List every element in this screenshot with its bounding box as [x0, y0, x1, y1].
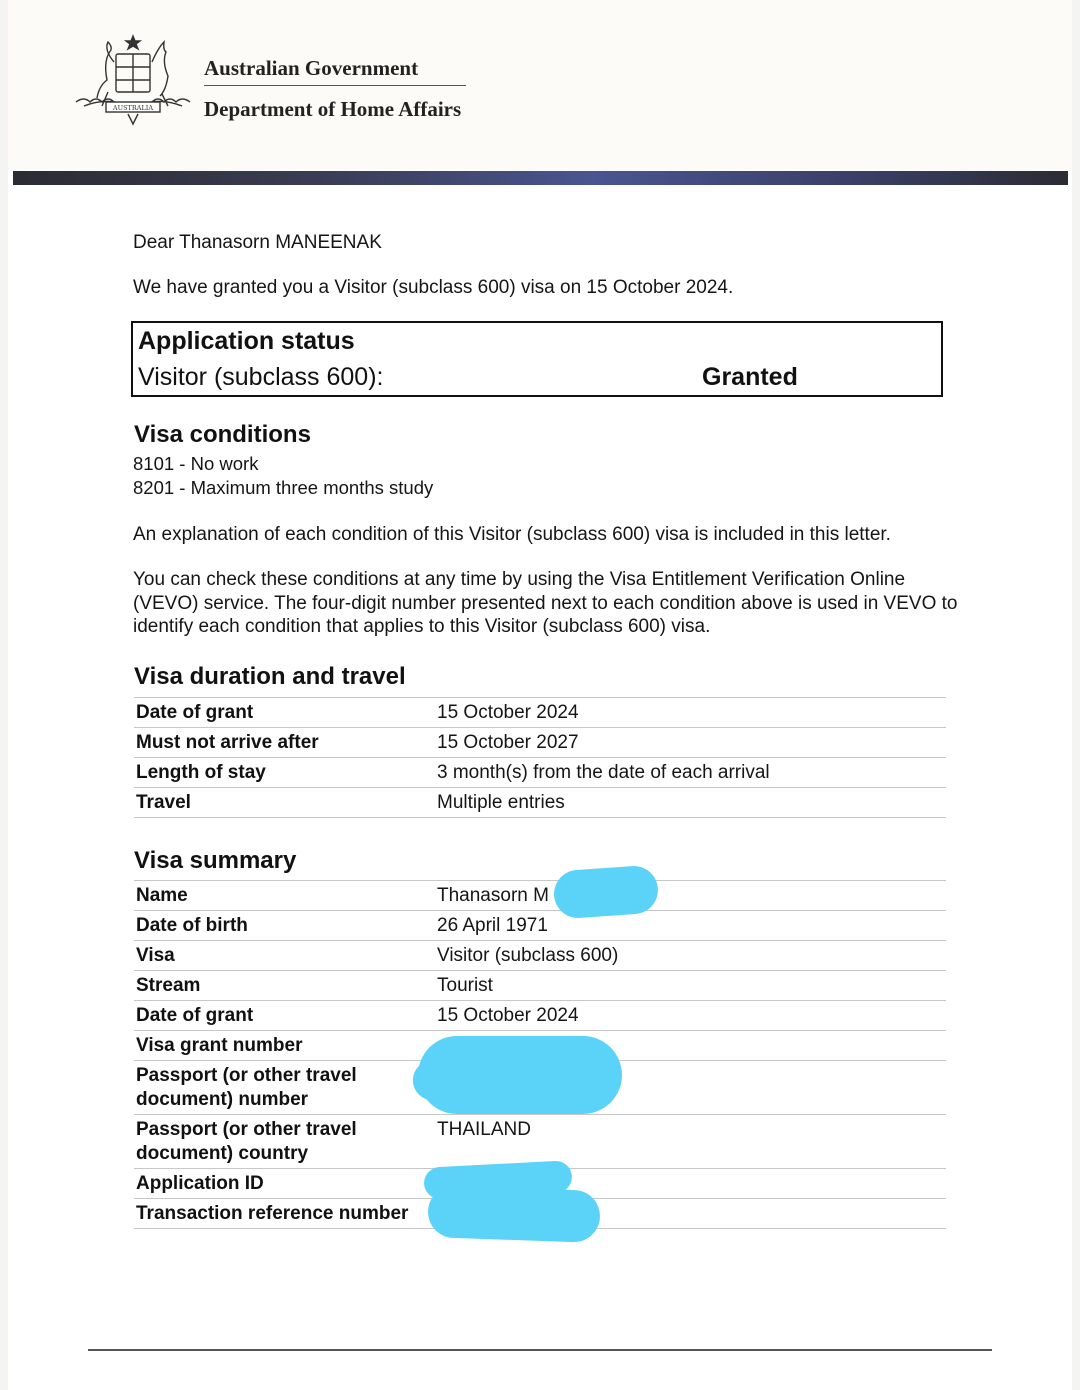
conditions-explanation: An explanation of each condition of this Visitor (subclass 600) visa is included in this letter. — [133, 524, 891, 545]
visa-grant-letter — [8, 0, 1072, 1390]
footer-divider — [88, 1349, 992, 1351]
table-row — [134, 880, 946, 910]
row-label: Travel — [136, 792, 191, 813]
department-name: Department of Home Affairs — [204, 97, 462, 121]
condition-item: 8201 - Maximum three months study — [133, 477, 434, 498]
row-label: Passport (or other travel document) country — [136, 1119, 357, 1164]
row-value: Thanasorn M — [437, 885, 549, 906]
table-row — [134, 970, 946, 1000]
table-row — [134, 727, 946, 757]
table-row — [134, 787, 946, 818]
table-row — [134, 1000, 946, 1030]
letterhead-divider — [204, 85, 466, 86]
row-value: Visitor (subclass 600) — [437, 945, 619, 966]
row-label: Date of grant — [136, 702, 254, 723]
row-value: 15 October 2024 — [437, 702, 579, 723]
visa-summary-heading: Visa summary — [134, 847, 297, 874]
row-label: Passport (or other travel document) number — [136, 1065, 357, 1110]
row-value: 15 October 2027 — [437, 732, 579, 753]
table-row — [134, 697, 946, 727]
row-label: Date of birth — [136, 915, 248, 936]
table-row — [134, 757, 946, 787]
row-label: Transaction reference number — [136, 1203, 409, 1224]
row-value: THAILAND — [437, 1119, 531, 1140]
row-label: Visa — [136, 945, 175, 966]
row-value: 26 April 1971 — [437, 915, 548, 936]
table-row — [134, 910, 946, 940]
row-label: Name — [136, 885, 188, 906]
status-title: Application status — [138, 327, 355, 355]
grant-intro: We have granted you a Visitor (subclass 600) visa on 15 October 2024. — [133, 277, 734, 298]
application-status-box — [131, 321, 943, 397]
greeting: Dear Thanasorn MANEENAK — [133, 232, 382, 253]
status-value: Granted — [702, 363, 798, 391]
row-label: Application ID — [136, 1173, 264, 1194]
row-label: Length of stay — [136, 762, 266, 783]
header-banner — [13, 171, 1068, 185]
vevo-paragraph: You can check these conditions at any time by using the Visa Entitlement Verification Online (VEVO) service. The four-digit number presented next to each condition above is used in VEVO to identify each condition that applies to this Visitor (subclass 600) visa. — [133, 569, 958, 637]
letterhead — [8, 0, 1072, 170]
redaction-mark — [427, 1185, 601, 1243]
row-label: Visa grant number — [136, 1035, 303, 1056]
duration-travel-table — [134, 697, 946, 818]
table-row — [134, 1114, 946, 1168]
row-label: Date of grant — [136, 1005, 254, 1026]
condition-item: 8101 - No work — [133, 453, 259, 474]
row-value: 15 October 2024 — [437, 1005, 579, 1026]
coat-of-arms-icon — [70, 32, 196, 128]
redaction-mark — [552, 864, 659, 919]
duration-travel-heading: Visa duration and travel — [134, 663, 406, 690]
row-value: Multiple entries — [437, 792, 565, 813]
row-label: Stream — [136, 975, 201, 996]
row-value: 3 month(s) from the date of each arrival — [437, 762, 770, 783]
row-value: Tourist — [437, 975, 493, 996]
table-row — [134, 940, 946, 970]
row-label: Must not arrive after — [136, 732, 319, 753]
government-name: Australian Government — [204, 56, 419, 80]
status-label: Visitor (subclass 600): — [138, 363, 384, 391]
visa-conditions-heading: Visa conditions — [134, 421, 311, 448]
svg-text:AUSTRALIA: AUSTRALIA — [112, 104, 154, 112]
